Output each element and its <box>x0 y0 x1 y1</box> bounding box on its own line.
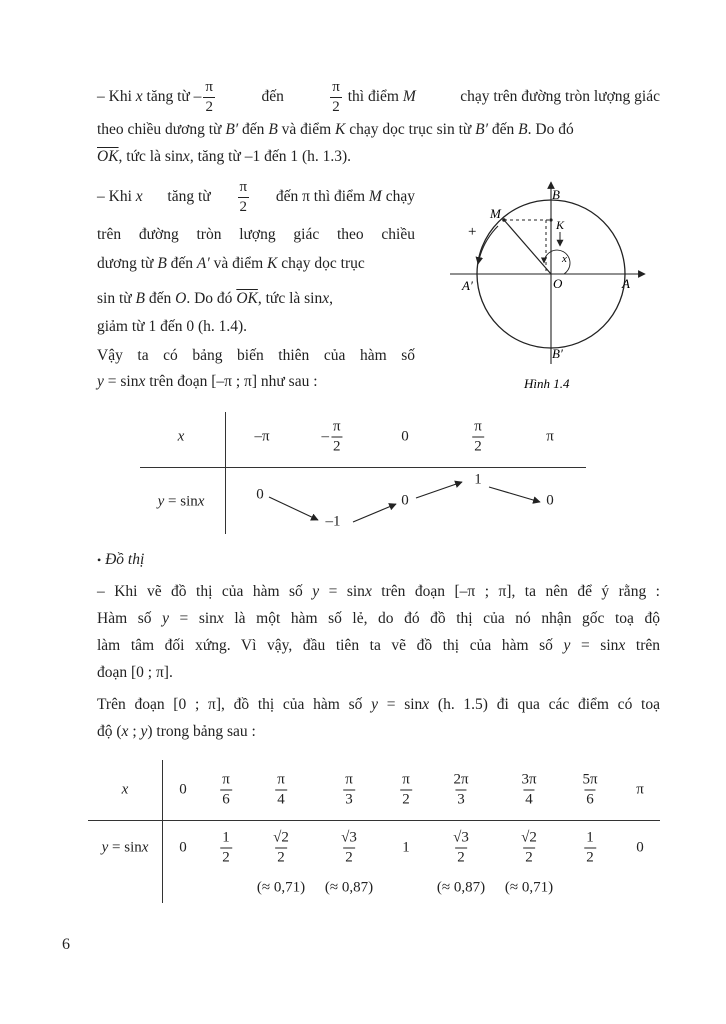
para2-line2: trên đường tròn lượng giác theo chiều <box>97 226 415 243</box>
fraction-pi-over-2: $\frac{\pi}{2}$ <box>239 178 248 215</box>
para2-line7: y = sinx trên đoạn [–π ; π] như sau : <box>97 373 318 390</box>
label-a: A <box>622 276 630 291</box>
val-x-label: x <box>121 781 129 798</box>
section-heading: • Đồ thị <box>97 551 145 568</box>
val-y-0: 0 <box>179 839 187 856</box>
label-plus: + <box>468 224 477 240</box>
val-x-1: $\frac{\pi}{6}$ <box>222 771 230 808</box>
section-line6: độ (x ; y) trong bảng sau : <box>97 723 256 740</box>
label-b: B <box>552 187 560 202</box>
val-approx-1: (≈ 0,87) <box>324 879 374 896</box>
val-y-7: $\frac{1}{2}$ <box>586 829 594 866</box>
label-k: K <box>556 218 565 232</box>
section-line4: đoạn [0 ; π]. <box>97 664 173 681</box>
val-x-0: 0 <box>179 781 187 798</box>
section-line5: Trên đoạn [0 ; π], đồ thị của hàm số y = sinx (h. 1.5) đi qua các điểm có toạ <box>97 696 660 713</box>
val-approx-0: (≈ 0,71) <box>256 879 306 896</box>
para2-line6: Vậy ta có bảng biến thiên của hàm số <box>97 347 415 364</box>
val-y-8: 0 <box>636 839 644 856</box>
vt-x-0: –π <box>254 428 270 445</box>
vt-y-0: 0 <box>256 486 264 503</box>
val-x-7: $\frac{5\pi}{6}$ <box>582 771 598 808</box>
val-y-1: $\frac{1}{2}$ <box>222 829 230 866</box>
vt-y-1: –1 <box>325 513 341 530</box>
section-line3: làm tâm đối xứng. Vì vậy, đầu tiên ta vẽ đồ thị của hàm số y = sinx trên <box>97 637 660 654</box>
vt-x-1: – $\frac{\pi}{2}$ <box>321 418 341 455</box>
para2-line3: dương từ B đến A′ và điểm K chạy dọc trục <box>97 255 365 272</box>
para2-line1: – Khi x tăng từ $\frac{\pi}{2}$ đến π thì điểm M chạy <box>97 178 415 215</box>
figure-caption: Hình 1.4 <box>524 376 570 391</box>
vt-y-3: 1 <box>474 471 482 488</box>
vt-x-label: x <box>177 428 185 445</box>
val-y-2: $\frac{√2}{2}$ <box>273 829 289 866</box>
val-x-3: $\frac{\pi}{3}$ <box>345 771 353 808</box>
section-line2: Hàm số y = sinx là một hàm số lẻ, do đó đồ thị của nó nhận gốc toạ độ <box>97 610 660 627</box>
val-approx-3: (≈ 0,71) <box>504 879 554 896</box>
para2-line4: sin từ B đến O. Do đó $\overline{OK}$, tức là sinx, <box>97 290 333 307</box>
val-y-6: $\frac{√2}{2}$ <box>521 829 537 866</box>
section-line1: – Khi vẽ đồ thị của hàm số y = sinx trên đoạn [–π ; π], ta nên để ý rằng : <box>97 583 660 600</box>
fraction-pi-over-2: $\frac{\pi}{2}$ <box>205 78 213 115</box>
label-b-prime: B′ <box>552 346 563 361</box>
val-x-8: π <box>636 781 644 798</box>
vt-y-2: 0 <box>401 492 409 509</box>
val-x-5: $\frac{2\pi}{3}$ <box>453 771 469 808</box>
vt-x-3: $\frac{\pi}{2}$ <box>474 418 482 455</box>
val-x-2: $\frac{\pi}{4}$ <box>277 771 285 808</box>
arrow-down-1 <box>269 497 318 520</box>
vt-y-label: y = sinx <box>157 493 205 510</box>
page-number: 6 <box>62 936 70 953</box>
label-a-prime: A′ <box>462 278 473 293</box>
arrow-up-1 <box>353 504 396 522</box>
fraction-pi-over-2: $\frac{\pi}{2}$ <box>332 78 340 115</box>
arrow-up-2 <box>416 482 462 498</box>
val-y-4: 1 <box>402 839 410 856</box>
val-approx-2: (≈ 0,87) <box>436 879 486 896</box>
para1-line3: $\overline{OK}$, tức là sinx, tăng từ –1 đến 1 (h. 1.3). <box>97 148 352 165</box>
para1-line2: theo chiều dương từ B′ đến B và điểm K chạy dọc trục sin từ B′ đến B. Do đó <box>97 121 574 138</box>
para1-line1: – Khi x tăng từ – $\frac{\pi}{2}$ đến $\frac{\pi}{2}$ thì điểm M chạy trên đường tròn lượng giác <box>97 78 660 115</box>
vt-y-4: 0 <box>546 492 554 509</box>
val-y-3: $\frac{√3}{2}$ <box>341 829 357 866</box>
vt-x-4: π <box>546 428 554 445</box>
val-y-5: $\frac{√3}{2}$ <box>453 829 469 866</box>
val-y-label: y = sinx <box>101 839 149 856</box>
label-m: M <box>490 206 501 221</box>
label-x: x <box>562 253 567 265</box>
val-x-6: $\frac{3\pi}{4}$ <box>521 771 537 808</box>
label-o: O <box>553 276 563 291</box>
vt-x-2: 0 <box>401 428 409 445</box>
val-x-4: $\frac{\pi}{2}$ <box>402 771 410 808</box>
arrow-down-2 <box>489 487 540 502</box>
para2-line5: giảm từ 1 đến 0 (h. 1.4). <box>97 318 248 335</box>
